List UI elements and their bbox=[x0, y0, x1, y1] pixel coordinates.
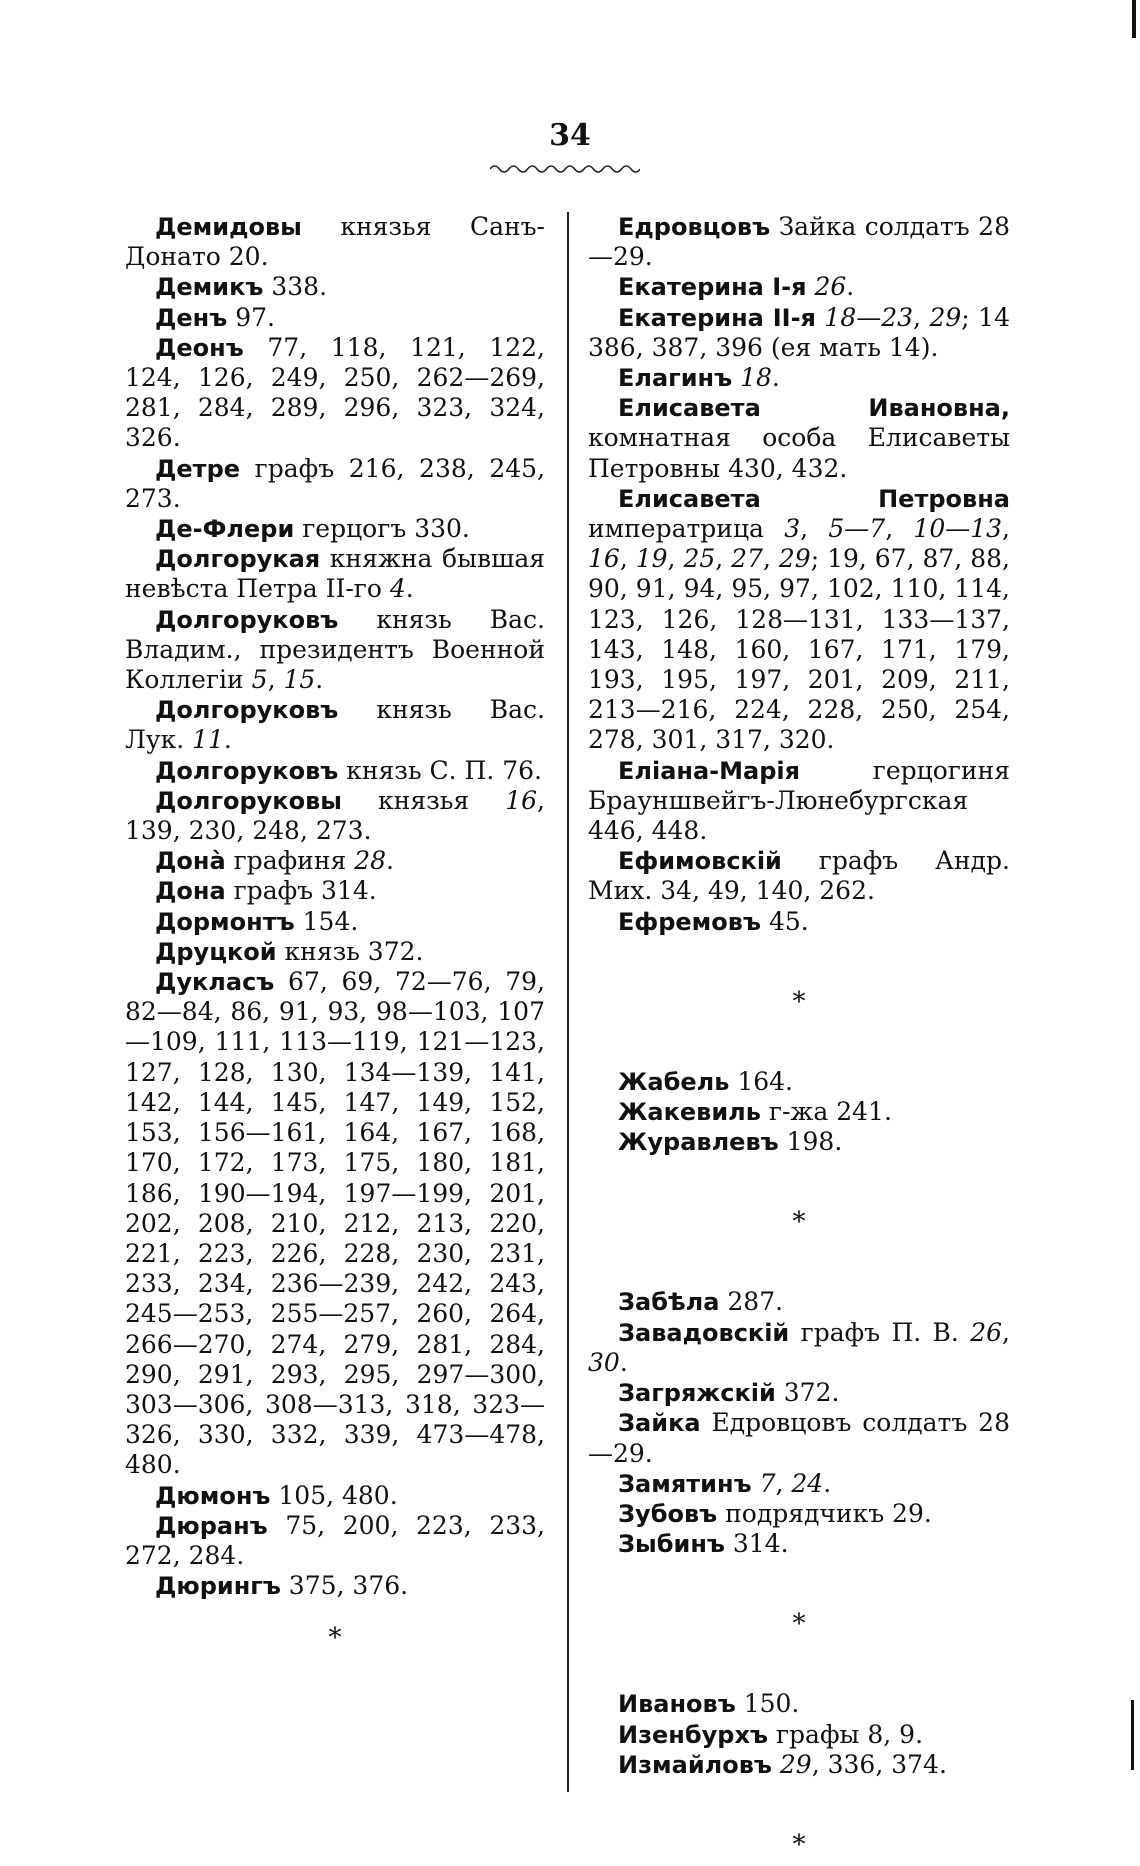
entry-text: графиня bbox=[225, 846, 355, 876]
index-entry-drutskoy bbox=[125, 937, 545, 967]
index-column-right bbox=[588, 212, 1010, 1866]
entry-page-ref-italic: 10—13 bbox=[913, 514, 1003, 544]
entry-text: 45. bbox=[761, 906, 809, 936]
entry-page-ref-italic: 28 bbox=[354, 846, 387, 876]
entry-name: Дюмонъ bbox=[155, 1481, 271, 1510]
entry-name: Дюранъ bbox=[155, 1511, 268, 1540]
entry-text: 375, 376. bbox=[280, 1571, 409, 1601]
entry-text: , bbox=[800, 514, 829, 544]
entry-text bbox=[732, 363, 740, 392]
entry-text: , bbox=[619, 544, 636, 574]
entry-name: Дормонтъ bbox=[155, 907, 295, 936]
entry-name: Изенбурхъ bbox=[618, 1720, 768, 1749]
index-entry-zayka bbox=[588, 1408, 1010, 1468]
section-separator-asterisk: * bbox=[328, 1623, 342, 1654]
index-entry-zabela bbox=[588, 1287, 1010, 1317]
index-entry-ekaterina-1 bbox=[588, 272, 1010, 302]
entry-name: Елисавета Петровна bbox=[618, 484, 1010, 513]
entry-page-ref-italic: 29 bbox=[929, 302, 962, 332]
section-separator-asterisk: * bbox=[792, 1609, 806, 1640]
entry-text: Зайка солдатъ 28—29. bbox=[588, 212, 1010, 272]
entry-text: графъ 314. bbox=[225, 876, 377, 906]
entry-text: . bbox=[823, 1468, 832, 1498]
index-entry-dolgorukov-vas-luk bbox=[125, 695, 545, 755]
entry-page-ref-italic: 29 bbox=[778, 544, 811, 574]
entry-page-ref-italic: 5 bbox=[251, 665, 268, 695]
entry-text: , bbox=[267, 665, 284, 695]
entry-name: Зыбинъ bbox=[618, 1530, 725, 1559]
entry-name: Долгоруковы bbox=[155, 786, 342, 815]
entry-name: Дона bbox=[155, 877, 226, 906]
index-entry-dolgorukov-vas-vlad bbox=[125, 605, 545, 696]
entry-page-ref-italic: 15 bbox=[283, 665, 316, 695]
scan-edge-mark bbox=[1131, 1700, 1134, 1770]
section-separator-asterisk: * bbox=[792, 1207, 806, 1238]
column-divider bbox=[567, 212, 569, 1792]
entry-page-ref-italic: 18—23 bbox=[824, 302, 914, 332]
index-entry-dyuran bbox=[125, 1511, 545, 1571]
index-entry-zubov bbox=[588, 1499, 1010, 1529]
index-entry-zhakevil bbox=[588, 1097, 1010, 1127]
entry-text: . bbox=[405, 574, 414, 604]
entry-name: Друцкой bbox=[155, 937, 277, 966]
index-entry-de-fleri bbox=[125, 514, 545, 544]
index-entry-elagin bbox=[588, 363, 1010, 393]
entry-text: императрица bbox=[588, 514, 785, 544]
entry-name: Демидовы bbox=[155, 213, 302, 241]
entry-page-ref-italic: 26 bbox=[814, 272, 847, 302]
index-entry-dona-grafinya bbox=[125, 846, 545, 876]
entry-text: . bbox=[619, 1347, 628, 1377]
entry-name: Екатерина І-я bbox=[618, 273, 807, 302]
entry-page-ref-italic: 11 bbox=[192, 725, 224, 755]
entry-name: Донà bbox=[155, 847, 226, 876]
index-entry-detre bbox=[125, 454, 545, 514]
entry-name: Ивановъ bbox=[618, 1690, 736, 1719]
entry-name: Детре bbox=[155, 454, 241, 483]
entry-name: Забѣла bbox=[618, 1288, 720, 1317]
entry-page-ref-italic: 19 bbox=[635, 544, 668, 574]
index-entry-dolgorukovy bbox=[125, 786, 545, 846]
entry-name: Зайка bbox=[618, 1409, 701, 1438]
index-entry-ivanov bbox=[588, 1689, 1010, 1719]
entry-text: 150. bbox=[735, 1689, 800, 1719]
entry-text: , bbox=[762, 544, 779, 574]
entry-page-ref-italic: 7 bbox=[759, 1468, 776, 1498]
entry-text: князь Вас. Лук. bbox=[125, 695, 545, 755]
index-entry-zavadovskiy bbox=[588, 1318, 1010, 1378]
entry-name: Долгоруковъ bbox=[155, 696, 339, 725]
entry-name: Измайловъ bbox=[618, 1750, 772, 1779]
entry-text: графъ П. В. bbox=[789, 1317, 971, 1347]
entry-page-ref-italic: 24 bbox=[791, 1468, 824, 1498]
entry-text: . bbox=[315, 665, 324, 695]
entry-text: 314. bbox=[724, 1529, 789, 1559]
wavy-rule-ornament bbox=[490, 162, 640, 176]
entry-name: Зубовъ bbox=[618, 1499, 718, 1528]
index-entry-duklas bbox=[125, 967, 545, 1480]
entry-text: 105, 480. bbox=[270, 1480, 398, 1510]
index-entry-dormont bbox=[125, 907, 545, 937]
entry-name: Долгоруковъ bbox=[155, 605, 339, 634]
entry-text: . bbox=[846, 272, 855, 302]
entry-text: ; 14 386, 387, 396 (ея мать 14). bbox=[588, 302, 1010, 362]
index-entry-demidovy bbox=[125, 212, 545, 272]
index-entry-efremov bbox=[588, 907, 1010, 937]
index-entry-dolgorukaya bbox=[125, 544, 545, 604]
entry-text: . bbox=[771, 363, 780, 393]
entry-text: , bbox=[715, 544, 732, 574]
index-entry-izmaylov bbox=[588, 1750, 1010, 1780]
entry-text: , 336, 374. bbox=[811, 1749, 947, 1779]
entry-name: Загряжскій bbox=[618, 1379, 776, 1408]
entry-page-ref-italic: 29 bbox=[779, 1749, 812, 1779]
entry-text: 164. bbox=[729, 1066, 793, 1096]
entry-text: графы 8, 9. bbox=[768, 1719, 924, 1749]
entry-text: , bbox=[775, 1468, 792, 1498]
entry-text: князь Вас. Владим., президентъ Военной Коллегіи bbox=[125, 604, 545, 695]
entry-name: Ефремовъ bbox=[618, 907, 761, 936]
entry-text bbox=[772, 1750, 780, 1779]
index-entry-dolgorukov-s-p bbox=[125, 756, 545, 786]
index-entry-elisaveta-ivanovna bbox=[588, 393, 1010, 484]
entry-text: комнатная особа Елисаветы Петровны 430, 432. bbox=[588, 423, 1010, 483]
entry-text: 97. bbox=[227, 302, 275, 332]
entry-page-ref-italic: 4 bbox=[389, 574, 406, 604]
index-entry-dyuring bbox=[125, 1571, 545, 1601]
entry-page-ref-italic: 5—7 bbox=[828, 514, 886, 544]
entry-name: Дукласъ bbox=[155, 968, 275, 997]
index-column-left bbox=[125, 212, 545, 1659]
entry-name: Едровцовъ bbox=[618, 213, 771, 241]
entry-text: 67, 69, 72—76, 79, 82—84, 86, 91, 93, 98—103, 107—109, 111, 113—119, 121—123, 127, 128, 130, 134—139, 141, 142, 144, 145, 147, 149, 152, 153, 156—161, 164, 167, 168, 170, 172, 173, 175, 180, 181, 186, 190—194, 197—199, 201, 202, 208, 210, 212, 213, 220, 221, 223, 226, 228, 230, 231, 233, 234, 236—239, 242, 243, 245—253, 255—257, 260, 264, 266—270, 274, 279, 281, 284, 290, 291, 293, 295, 297—300, 303—306, 308—313, 318, 323—326, 330, 332, 339, 473—478, 480. bbox=[125, 967, 545, 1480]
entry-name: Деонъ bbox=[155, 333, 244, 362]
entry-name: Замятинъ bbox=[618, 1469, 752, 1498]
entry-page-ref-italic: 26 bbox=[970, 1317, 1003, 1347]
entry-name: Елисавета Ивановна, bbox=[618, 394, 1010, 423]
entry-text: 338. bbox=[263, 272, 328, 302]
index-entry-zagryazhskiy bbox=[588, 1378, 1010, 1408]
entry-text: , 139, 230, 248, 273. bbox=[125, 785, 545, 846]
entry-name: Екатерина ІІ-я bbox=[618, 303, 816, 332]
index-entry-izenburkh bbox=[588, 1720, 1010, 1750]
entry-page-ref-italic: 3 bbox=[784, 514, 801, 544]
entry-name: Журавлевъ bbox=[618, 1128, 779, 1157]
entry-text: герцогиня Брауншвейгъ-Люнебургская 446, 448. bbox=[588, 755, 1010, 846]
entry-text: 198. bbox=[778, 1127, 843, 1157]
index-entry-dona-graf bbox=[125, 876, 545, 906]
index-entry-ekaterina-2 bbox=[588, 303, 1010, 363]
scan-edge-mark bbox=[1132, 0, 1136, 38]
entry-name: Де-Флери bbox=[155, 515, 295, 544]
section-separator-asterisk: * bbox=[792, 1829, 806, 1860]
entry-text bbox=[752, 1469, 760, 1498]
entry-text: ; 19, 67, 87, 88, 90, 91, 94, 95, 97, 102, 110, 114, 123, 126, 128—131, 133—137, 143, 148, 160, 167, 171, 179, 193, 195, 197, 201, 209, 211, 213—216, 224, 228, 250, 254, 278, 301, 317, 320. bbox=[588, 544, 1010, 755]
entry-name: Денъ bbox=[155, 303, 228, 332]
entry-text: . bbox=[223, 725, 232, 755]
page-number: 34 bbox=[549, 118, 591, 153]
entry-name: Дюрингъ bbox=[155, 1572, 281, 1601]
entry-text: , bbox=[667, 544, 684, 574]
entry-text: , bbox=[1002, 1317, 1010, 1347]
entry-name: Еліана-Марія bbox=[618, 756, 801, 785]
entry-text: княжна бывшая невѣста Петра II-го bbox=[125, 544, 545, 604]
entry-page-ref-italic: 27 bbox=[731, 544, 763, 574]
entry-text: , bbox=[913, 302, 930, 332]
entry-text: 75, 200, 223, 233, 272, 284. bbox=[125, 1510, 545, 1570]
entry-text: князь 372. bbox=[276, 936, 424, 966]
entry-page-ref-italic: 30 bbox=[588, 1347, 620, 1377]
entry-text: 372. bbox=[775, 1378, 840, 1408]
entry-text: подрядчикъ 29. bbox=[717, 1498, 932, 1528]
entry-page-ref-italic: 16 bbox=[505, 785, 538, 815]
entry-text: г-жа 241. bbox=[760, 1097, 892, 1127]
entry-name: Ефимовскій bbox=[618, 847, 782, 876]
entry-name: Долгоруковъ bbox=[155, 756, 339, 785]
index-entry-edrovtsov bbox=[588, 212, 1010, 272]
index-entry-zamyatin bbox=[588, 1469, 1010, 1499]
index-entry-eliana-mariya bbox=[588, 756, 1010, 847]
index-entry-zhabel bbox=[588, 1067, 1010, 1097]
index-entry-elisaveta-petrovna bbox=[588, 484, 1010, 756]
entry-name: Жабель bbox=[618, 1067, 730, 1096]
entry-text: герцогъ 330. bbox=[294, 514, 470, 544]
entry-page-ref-italic: 18 bbox=[740, 363, 772, 393]
entry-text: князь С. П. 76. bbox=[338, 755, 542, 785]
entry-text: Едровцовъ солдатъ 28—29. bbox=[588, 1408, 1010, 1468]
entry-name: Завадовскій bbox=[618, 1318, 790, 1347]
entry-text: князья bbox=[341, 785, 506, 815]
entry-name: Жакевиль bbox=[618, 1098, 761, 1127]
entry-text: , bbox=[1002, 514, 1010, 544]
entry-text: 154. bbox=[294, 906, 359, 936]
entry-name: Демикъ bbox=[155, 273, 264, 302]
entry-name: Долгорукая bbox=[155, 545, 321, 574]
index-entry-den bbox=[125, 303, 545, 333]
entry-text: 77, 118, 121, 122, 124, 126, 249, 250, 262—269, 281, 284, 289, 296, 323, 324, 326. bbox=[125, 332, 545, 453]
index-entry-demik bbox=[125, 272, 545, 302]
entry-page-ref-italic: 25 bbox=[683, 544, 716, 574]
index-entry-deon bbox=[125, 333, 545, 454]
index-entry-efimovskiy bbox=[588, 846, 1010, 906]
entry-text: , bbox=[885, 514, 914, 544]
entry-name: Елагинъ bbox=[618, 364, 733, 393]
entry-text: . bbox=[386, 846, 394, 876]
entry-text: графъ Андр. Мих. 34, 49, 140, 262. bbox=[588, 846, 1010, 906]
entry-text: 287. bbox=[719, 1287, 784, 1317]
index-entry-zybin bbox=[588, 1529, 1010, 1559]
index-entry-dyumon bbox=[125, 1481, 545, 1511]
section-separator-asterisk: * bbox=[792, 986, 806, 1017]
entry-page-ref-italic: 16 bbox=[588, 544, 620, 574]
entry-text: графъ 216, 238, 245, 273. bbox=[125, 453, 545, 513]
entry-text: князья Санъ-Донато 20. bbox=[125, 212, 545, 272]
index-entry-zhuravlev bbox=[588, 1127, 1010, 1157]
